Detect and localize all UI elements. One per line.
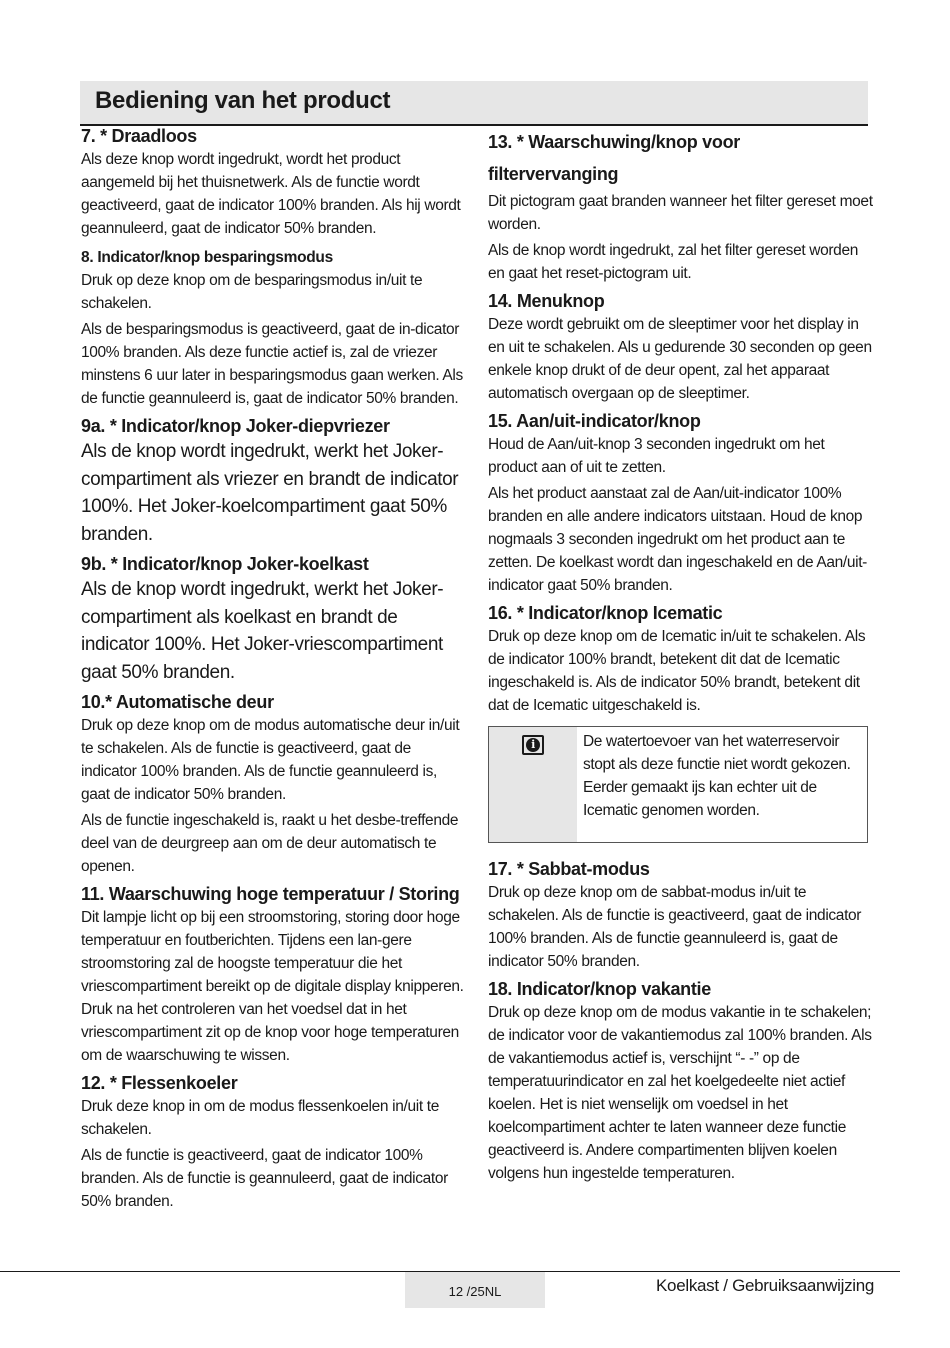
section-title: 12. * Flessenkoeler	[81, 1073, 238, 1093]
section-title: 11. Waarschuwing hoge temperatuur / Storing	[81, 884, 460, 904]
section-title: 9b. * Indicator/knop Joker-koelkast	[81, 554, 369, 574]
section-title: 18. Indicator/knop vakantie	[488, 979, 711, 999]
section-text: Als het product aanstaat zal de Aan/uit-indicator 100% branden en alle andere indicators uitstaan. Houd de knop nogmaals 3 seconden ingedrukt om het product aan te zetten. De koelkast wordt dan ingeschakeld en de Aan/uit-indicator gaat 50% branden.	[488, 485, 867, 594]
section-13	[488, 126, 873, 285]
section-text: Als de functie is geactiveerd, gaat de indicator 100% branden. Als de functie is geannuleerd, gaat de indicator 50% branden.	[81, 1147, 448, 1210]
info-icon: i	[522, 735, 544, 755]
section-9b	[81, 552, 466, 686]
section-12	[81, 1071, 466, 1213]
section-title: 14. Menuknop	[488, 291, 605, 311]
section-title: 10.* Automatische deur	[81, 692, 274, 712]
document-title: Koelkast / Gebruiksaanwijzing	[656, 1276, 875, 1295]
section-text: Druk op deze knop om de sabbat-modus in/uit te schakelen. Als de functie is geactiveerd, gaat de indicator 100% branden. Als de functie geannuleerd is, gaat de indicator 50% branden.	[488, 884, 862, 970]
section-15	[488, 409, 873, 597]
section-text: Druk deze knop in om de modus flessenkoelen in/uit te schakelen.	[81, 1098, 439, 1138]
section-8	[81, 247, 466, 410]
info-note	[488, 726, 868, 843]
section-text: Als deze knop wordt ingedrukt, wordt het product aangemeld bij het thuisnetwerk. Als de functie wordt geactiveerd, gaat de indicator 100% branden. Als hij wordt geannuleerd, gaat de indicator 50% branden.	[81, 151, 461, 237]
section-text: Als de besparingsmodus is geactiveerd, gaat de in-dicator 100% branden. Als deze functie actief is, zal de vriezer minstens 6 uur later in besparingsmodus gaan werken. Als de functie geannuleerd is, gaat de indicator 50% branden.	[81, 321, 463, 407]
right-column	[488, 126, 873, 1185]
section-text: Druk op deze knop om de besparingsmodus in/uit te schakelen.	[81, 272, 423, 312]
section-title: 16. * Indicator/knop Icematic	[488, 603, 723, 623]
section-text: Deze wordt gebruikt om de sleeptimer voor het display in en uit te schakelen. Als u gedurende 30 seconden op geen enkele knop drukt of de deur opent, zal het apparaat automatisch overgaan op de sleeptimer.	[488, 316, 872, 402]
section-18	[488, 977, 873, 1185]
section-title: 8. Indicator/knop besparingsmodus	[81, 249, 333, 266]
section-7	[81, 124, 466, 240]
section-text: Druk op deze knop om de modus automatische deur in/uit te schakelen. Als de functie is geactiveerd, gaat de indicator 100% branden. Als de functie geannuleerd is, gaat de indicator 50% branden.	[81, 717, 460, 803]
section-title: 15. Aan/uit-indicator/knop	[488, 411, 701, 431]
section-17	[488, 857, 873, 973]
page-number: 12 /25NL	[405, 1272, 545, 1308]
left-column	[81, 124, 466, 1213]
section-text: Als de knop wordt ingedrukt, werkt het Joker-compartiment als vriezer en brandt de indicator 100%. Het Joker-koelcompartiment gaat 50% branden.	[81, 441, 459, 545]
section-14	[488, 289, 873, 405]
section-text: Dit lampje licht op bij een stroomstoring, storing door hoge temperatuur en foutberichten. Tijdens een lan-gere stroomstoring zal de hoogste temperatuur die het vriescompartiment bereikt op de digitale display knipperen. Druk na het controleren van het voedsel dat in het vriescompartiment zit op de knop voor hoge temperaturen om de waarschuwing te wissen.	[81, 909, 464, 1064]
section-text: Als de knop wordt ingedrukt, zal het filter gereset worden en gaat het reset-pictogram uit.	[488, 242, 858, 282]
section-text: Dit pictogram gaat branden wanneer het filter gereset moet worden.	[488, 193, 873, 233]
section-text: Houd de Aan/uit-knop 3 seconden ingedrukt om het product aan of uit te zetten.	[488, 436, 825, 476]
section-title: 9a. * Indicator/knop Joker-diepvriezer	[81, 416, 390, 436]
note-icon-cell	[489, 727, 577, 842]
section-16	[488, 601, 873, 717]
page-title: Bediening van het product	[95, 87, 391, 114]
section-text: Als de knop wordt ingedrukt, werkt het Joker-compartiment als koelkast en brandt de indicator 100%. Het Joker-vriescompartiment gaat 50% branden.	[81, 579, 444, 683]
section-title: 17. * Sabbat-modus	[488, 859, 650, 879]
section-11	[81, 882, 466, 1067]
section-10	[81, 690, 466, 878]
section-title: 7. * Draadloos	[81, 126, 197, 146]
section-text: Druk op deze knop om de Icematic in/uit te schakelen. Als de indicator 100% brandt, betekent dit dat de Icematic ingeschakeld is. Als de indicator 50% brandt, betekent dit dat de Icematic uitgeschakeld is.	[488, 628, 866, 714]
section-title: 13. * Waarschuwing/knop voor filtervervanging	[488, 132, 740, 184]
section-text: Als de functie ingeschakeld is, raakt u het desbe-treffende deel van de deurgreep aan om de deur automatisch te openen.	[81, 812, 459, 875]
section-9a	[81, 414, 466, 548]
note-text: De watertoevoer van het waterreservoir stopt als deze functie niet wordt gekozen. Eerder gemaakt ijs kan echter uit de Icematic genomen worden.	[583, 733, 851, 819]
section-text: Druk op deze knop om de modus vakantie in te schakelen; de indicator voor de vakantiemodus zal 100% branden. Als de vakantiemodus actief is, verschijnt “- -” op de temperatuurindicator en zal het koelgedeelte niet actief koelen. Het is niet wenselijk om voedsel in het koelcompartiment achter te laten wanneer deze functie geactiveerd is. Andere compartimenten blijven koelen volgens hun ingestelde temperaturen.	[488, 1004, 872, 1182]
